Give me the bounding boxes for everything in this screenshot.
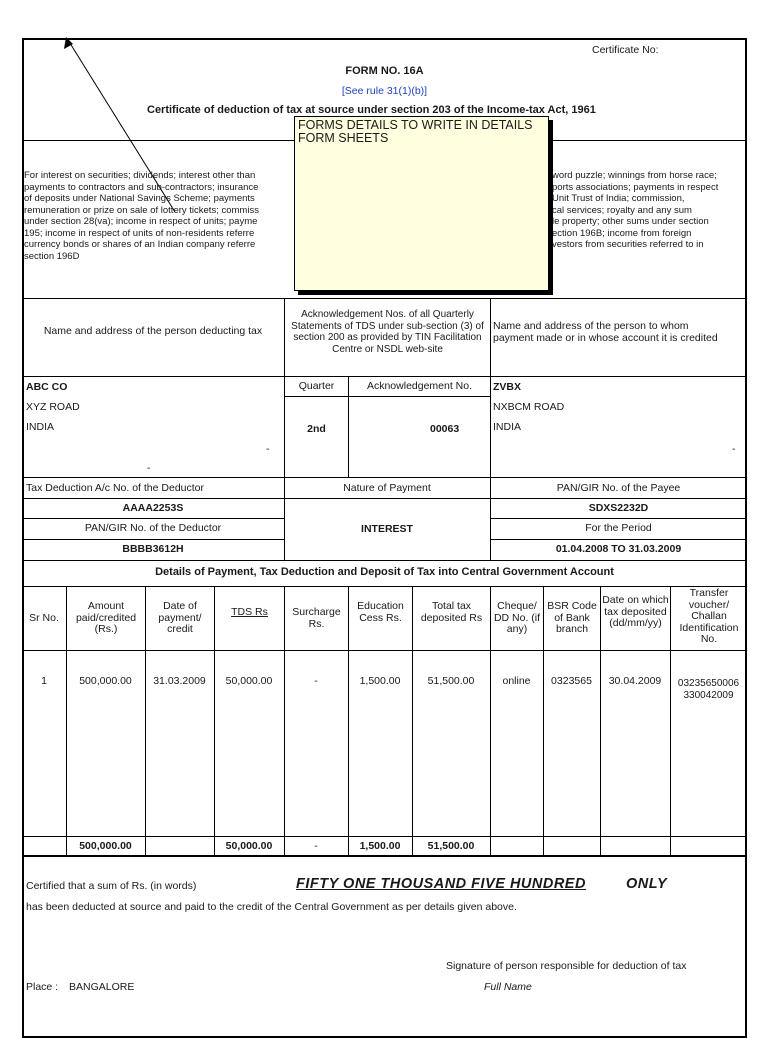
deducted-text: has been deducted at source and paid to the credit of the Central Government as per details given above. [26, 901, 517, 913]
col-sr-no: Sr No. [29, 612, 59, 624]
pan-deductor-value: BBBB3612H [122, 543, 184, 555]
description-left [24, 170, 324, 262]
description-line: of deposits under National Savings Scheme; payments [24, 193, 255, 204]
col-surcharge: Surcharge Rs. [292, 606, 341, 630]
total-amount: 500,000.00 [79, 840, 132, 852]
description-line: For interest on securities; dividends; interest other than [24, 170, 256, 181]
col-deposit-date: Date on which tax deposited (dd/mm/yy) [602, 594, 669, 629]
place-value: BANGALORE [69, 981, 135, 993]
total-total: 51,500.00 [427, 840, 475, 852]
signature-label: Signature of person responsible for deduction of tax [446, 960, 687, 972]
tan-value: AAAA2253S [122, 502, 184, 514]
row-tds: 50,000.00 [225, 675, 273, 687]
details-title: Details of Payment, Tax Deduction and Deposit of Tax into Central Government Account [155, 566, 614, 578]
place-label: Place : [26, 981, 59, 993]
description-line: ports associations; payments in respect [552, 181, 719, 193]
payee-dash: - [732, 443, 736, 455]
description-line: payments to contractors and sub-contractors; insurance [24, 181, 259, 193]
period-label: For the Period [585, 522, 652, 534]
ack-no-value: 00063 [430, 423, 460, 435]
description-right [552, 170, 746, 251]
col-bsr: BSR Code of Bank branch [547, 600, 597, 635]
description-line: under section 28(va); income in respect of units; payme [24, 216, 258, 227]
deductor-dash: - [147, 462, 151, 474]
deductor-name: ABC CO [26, 381, 68, 393]
period-value: 01.04.2008 TO 31.03.2009 [555, 543, 682, 555]
quarter-value: 2nd [307, 423, 326, 435]
col-challan: Transfer voucher/ Challan Identification No. [679, 587, 739, 645]
amount-only: ONLY [626, 876, 668, 892]
certificate-no-label: Certificate No: [592, 44, 659, 56]
description-line: ection 196B; income from foreign [552, 227, 692, 239]
nature-label: Nature of Payment [343, 482, 431, 494]
row-bsr: 0323565 [551, 675, 592, 687]
payee-label: Name and address of the person to whom payment made or in whose account it is credited [493, 320, 718, 344]
description-line: remuneration or prize on sale of lottery tickets; commiss [24, 204, 259, 216]
row-challan: 03235650006 [677, 678, 740, 689]
row-challan: 330042009 [683, 690, 734, 701]
nature-value: INTEREST [361, 523, 413, 535]
description-line: section 196D [24, 250, 80, 262]
certified-label: Certified that a sum of Rs. (in words) [26, 880, 197, 892]
row-cess: 1,500.00 [359, 675, 401, 687]
deductor-dash: - [266, 443, 270, 455]
description-line: word puzzle; winnings from horse race; [552, 170, 717, 181]
description-line: Unit Trust of India; commission, [552, 193, 685, 204]
ack-no-label: Acknowledgement No. [366, 380, 473, 392]
pan-payee-label: PAN/GIR No. of the Payee [556, 482, 681, 494]
payee-name: ZVBX [493, 381, 522, 393]
ack-label: Acknowledgement Nos. of all Quarterly Statements of TDS under sub-section (3) of section 200 as provided by TIN Facilitation Centre or NSDL web-site [291, 309, 484, 355]
row-surcharge: - [314, 675, 318, 687]
description-line: 195; income in respect of units of non-residents referre [24, 227, 255, 239]
row-date: 31.03.2009 [153, 675, 206, 687]
total-tds: 50,000.00 [225, 840, 273, 852]
description-line: cal services; royalty and any sum [552, 204, 692, 216]
total-surcharge: - [314, 840, 318, 852]
row-total: 51,500.00 [427, 675, 475, 687]
deductor-address-1: XYZ ROAD [26, 401, 80, 413]
sticky-note[interactable]: FORMS DETAILS TO WRITE IN DETAILS FORM SHEETS [294, 116, 549, 291]
rule-reference: [See rule 31(1)(b)] [341, 85, 428, 97]
tan-label: Tax Deduction A/c No. of the Deductor [26, 482, 205, 494]
col-total: Total tax deposited Rs [420, 600, 483, 624]
row-cheque: online [502, 675, 531, 687]
payee-address-1: NXBCM ROAD [493, 401, 565, 413]
row-sr: 1 [41, 675, 47, 687]
full-name-label: Full Name [484, 981, 532, 993]
deductor-label: Name and address of the person deducting tax [43, 325, 263, 337]
quarter-label: Quarter [298, 380, 335, 392]
description-line: currency bonds or shares of an Indian company referre [24, 239, 256, 250]
pan-payee-value: SDXS2232D [588, 502, 649, 514]
col-cess: Education Cess Rs. [357, 600, 404, 624]
col-date: Date of payment/ credit [158, 600, 202, 635]
total-cess: 1,500.00 [359, 840, 401, 852]
row-amount: 500,000.00 [79, 675, 132, 687]
description-line: vestors from securities referred to in [552, 239, 704, 250]
payee-address-2: INDIA [493, 421, 522, 433]
col-cheque: Cheque/ DD No. (if any) [493, 600, 541, 635]
deductor-address-2: INDIA [26, 421, 55, 433]
amount-in-words: FIFTY ONE THOUSAND FIVE HUNDRED [296, 876, 586, 892]
col-tds: TDS Rs [231, 606, 268, 618]
form-title: FORM NO. 16A [345, 65, 424, 77]
description-line: le property; other sums under section [552, 216, 709, 227]
row-deposit-date: 30.04.2009 [608, 675, 662, 687]
form-subtitle: Certificate of deduction of tax at source under section 203 of the Income-tax Act, 1961 [147, 104, 596, 116]
col-amount: Amount paid/credited (Rs.) [75, 600, 137, 635]
pan-deductor-label: PAN/GIR No. of the Deductor [84, 522, 222, 534]
